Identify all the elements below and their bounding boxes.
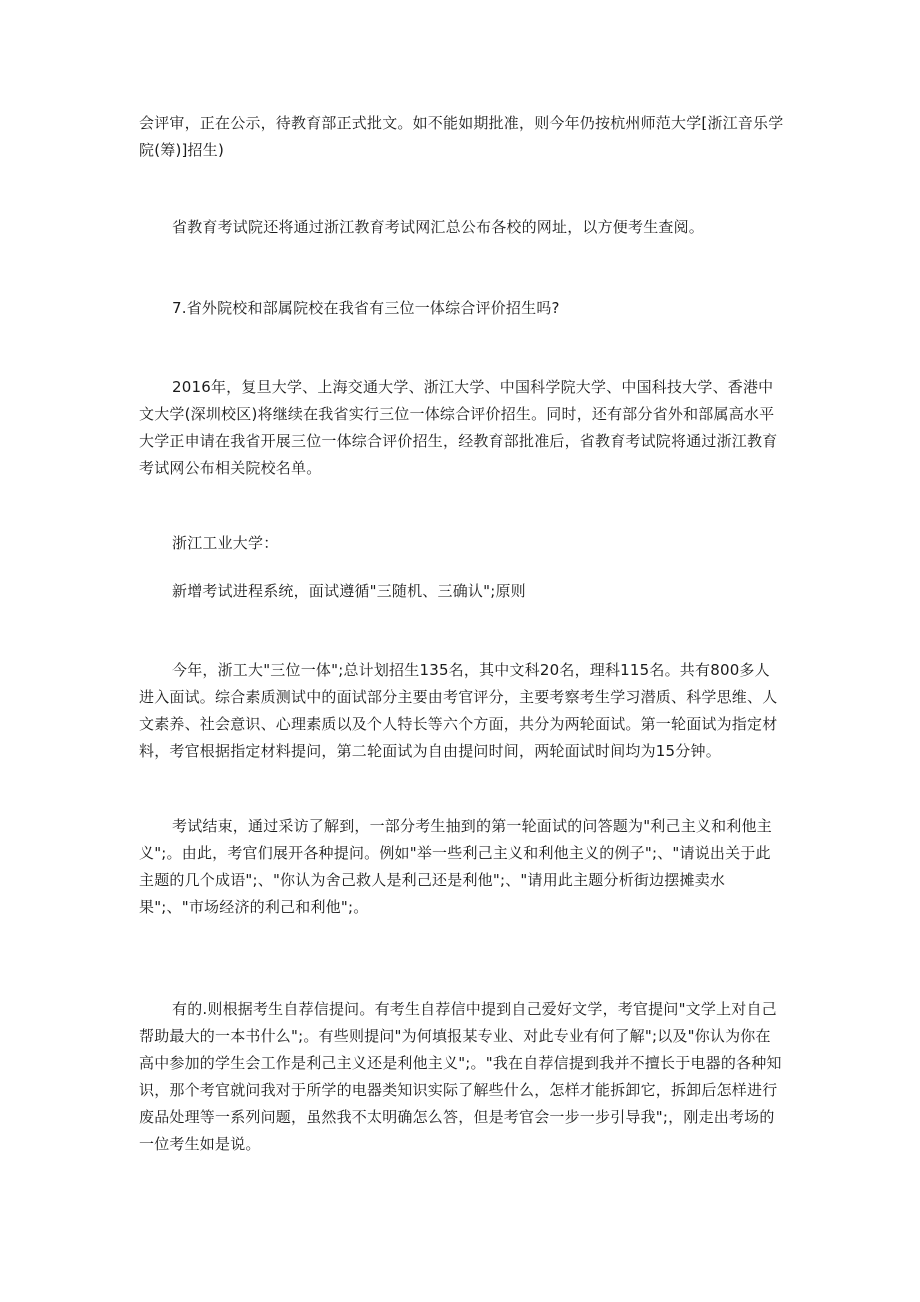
paragraph-2016-universities: 2016年，复旦大学、上海交通大学、浙江大学、中国科学院大学、中国科技大学、香港中文大学(深圳校区)将继续在我省实行三位一体综合评价招生。同时，还有部分省外和部属高水平大学正申请在我省开展三位一体综合评价招生，经教育部批准后，省教育考试院将通过浙江教育考试网公布相关院校名单。	[139, 378, 778, 477]
question-heading: 7.省外院校和部属院校在我省有三位一体综合评价招生吗?	[172, 299, 560, 317]
paragraph-approval-note: 会评审，正在公示，待教育部正式批文。如不能如期批准，则今年仍按杭州师范大学[浙江音乐学院(筹)]招生)	[139, 114, 784, 159]
section-heading-zjut: 浙江工业大学：	[172, 534, 279, 552]
paragraph-interview-questions: 考试结束，通过采访了解到，一部分考生抽到的第一轮面试的问答题为"利己主义和利他主义";。由此，考官们展开各种提问。例如"举一些利己主义和利他主义的例子";、"请说出关于此主题的几个成语";、"你认为舍己救人是利己还是利他";、"请用此主题分析街边摆摊卖水果";、"市场经济的利己和利他";。	[139, 817, 772, 916]
paragraph-enrollment-plan: 今年，浙工大"三位一体";总计划招生135名，其中文科20名，理科115名。共有800多人进入面试。综合素质测试中的面试部分主要由考官评分，主要考察考生学习潜质、科学思维、人文素养、社会意识、心理素质以及个人特长等六个方面，共分为两轮面试。第一轮面试为指定材料，考官根据指定材料提问，第二轮面试为自由提问时间，两轮面试时间均为15分钟。	[139, 661, 778, 760]
paragraph-self-recommendation: 有的.则根据考生自荐信提问。有考生自荐信中提到自己爱好文学，考官提问"文学上对自己帮助最大的一本书什么";。有些则提问"为何填报某专业、对此专业有何了解";以及"你认为你在高中参加的学生会工作是利己主义还是利他主义";。"我在自荐信提到我并不擅长于电器的各种知识，那个考官就问我对于所学的电器类知识实际了解些什么，怎样才能拆卸它，拆卸后怎样进行废品处理等一系列问题，虽然我不太明确怎么答，但是考官会一步一步引导我";，刚走出考场的一位考生如是说。	[139, 1000, 782, 1153]
paragraph-new-system: 新增考试进程系统，面试遵循"三随机、三确认";原则	[172, 582, 526, 600]
paragraph-exam-website: 省教育考试院还将通过浙江教育考试网汇总公布各校的网址，以方便考生查阅。	[172, 218, 705, 236]
